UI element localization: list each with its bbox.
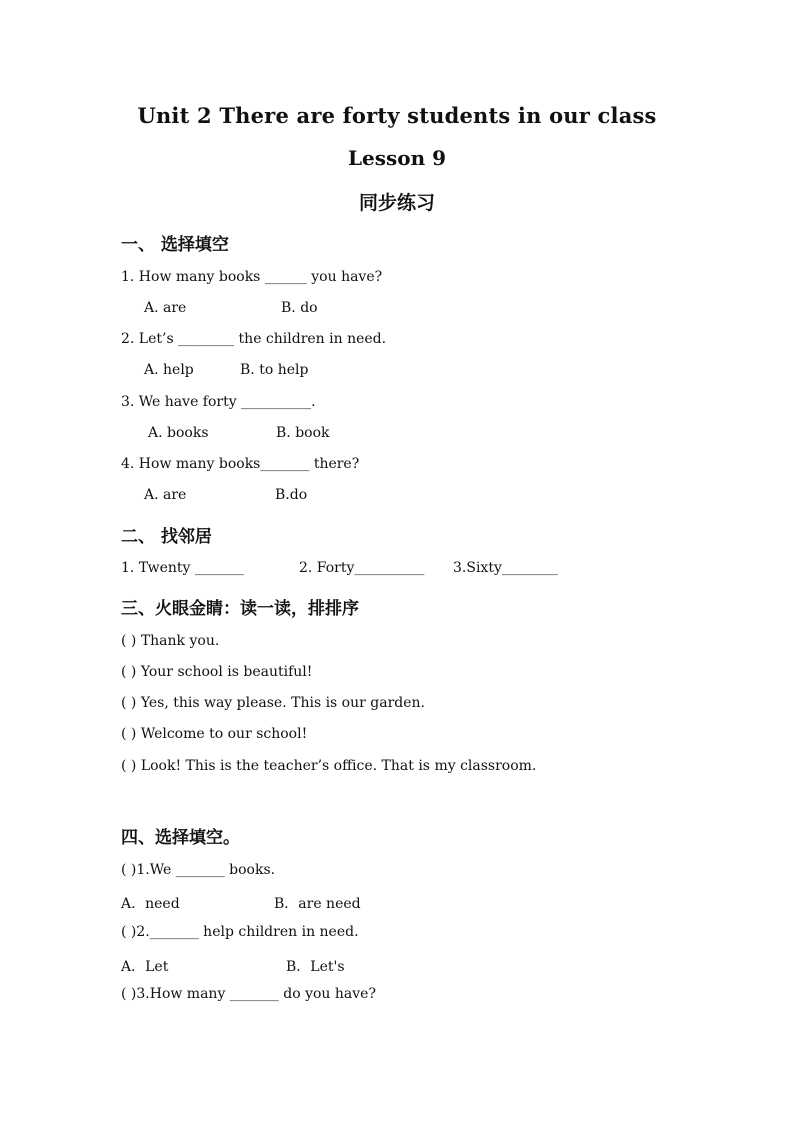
- s4-q1-option-a: A．need: [121, 896, 180, 912]
- s1-q4-option-b: B.do: [275, 487, 308, 503]
- s4-question-1: ( )1.We _______ books.: [121, 862, 276, 878]
- s4-question-2: ( )2._______ help children in need.: [121, 924, 359, 940]
- s4-q1-option-b: B．are need: [274, 896, 361, 912]
- s1-q1-option-b: B. do: [281, 300, 318, 316]
- subtitle: 同步练习: [358, 192, 435, 214]
- s1-q3-option-a: A. books: [148, 425, 209, 441]
- s1-question-3: 3. We have forty __________.: [121, 394, 316, 410]
- s3-line-3: ( ) Yes, this way please. This is our garden.: [121, 695, 425, 711]
- s3-line-1: ( ) Thank you.: [121, 633, 220, 649]
- s1-question-1: 1. How many books ______ you have?: [121, 269, 383, 285]
- s1-q3-option-b: B. book: [276, 425, 330, 441]
- s4-q2-option-a: A．Let: [121, 959, 169, 975]
- section1-heading: 一、 选择填空: [121, 235, 229, 255]
- s1-q2-option-a: A. help: [144, 362, 194, 378]
- section3-heading: 三、火眼金睛：读一读，排排序: [121, 599, 359, 619]
- s3-line-5: ( ) Look! This is the teacher’s office. That is my classroom.: [121, 758, 537, 774]
- s1-question-2: 2. Let’s ________ the children in need.: [121, 331, 387, 347]
- s1-q4-option-a: A. are: [144, 487, 187, 503]
- s2-item-1: 1. Twenty _______: [121, 560, 244, 576]
- s4-question-3: ( )3.How many _______ do you have?: [121, 986, 376, 1002]
- s2-item-2: 2. Forty__________: [299, 560, 425, 576]
- section4-heading: 四、选择填空。: [121, 828, 240, 848]
- s3-line-2: ( ) Your school is beautiful!: [121, 664, 313, 680]
- lesson-title: Lesson 9: [347, 146, 447, 170]
- worksheet-title: Unit 2 There are forty students in our class: [137, 103, 657, 128]
- s3-line-4: ( ) Welcome to our school!: [121, 726, 308, 742]
- s1-q2-option-b: B. to help: [240, 362, 309, 378]
- section2-heading: 二、 找邻居: [121, 527, 212, 547]
- s2-item-3: 3.Sixty________: [453, 560, 558, 576]
- s1-question-4: 4. How many books_______ there?: [121, 456, 360, 472]
- s1-q1-option-a: A. are: [144, 300, 187, 316]
- s4-q2-option-b: B．Let's: [286, 959, 345, 975]
